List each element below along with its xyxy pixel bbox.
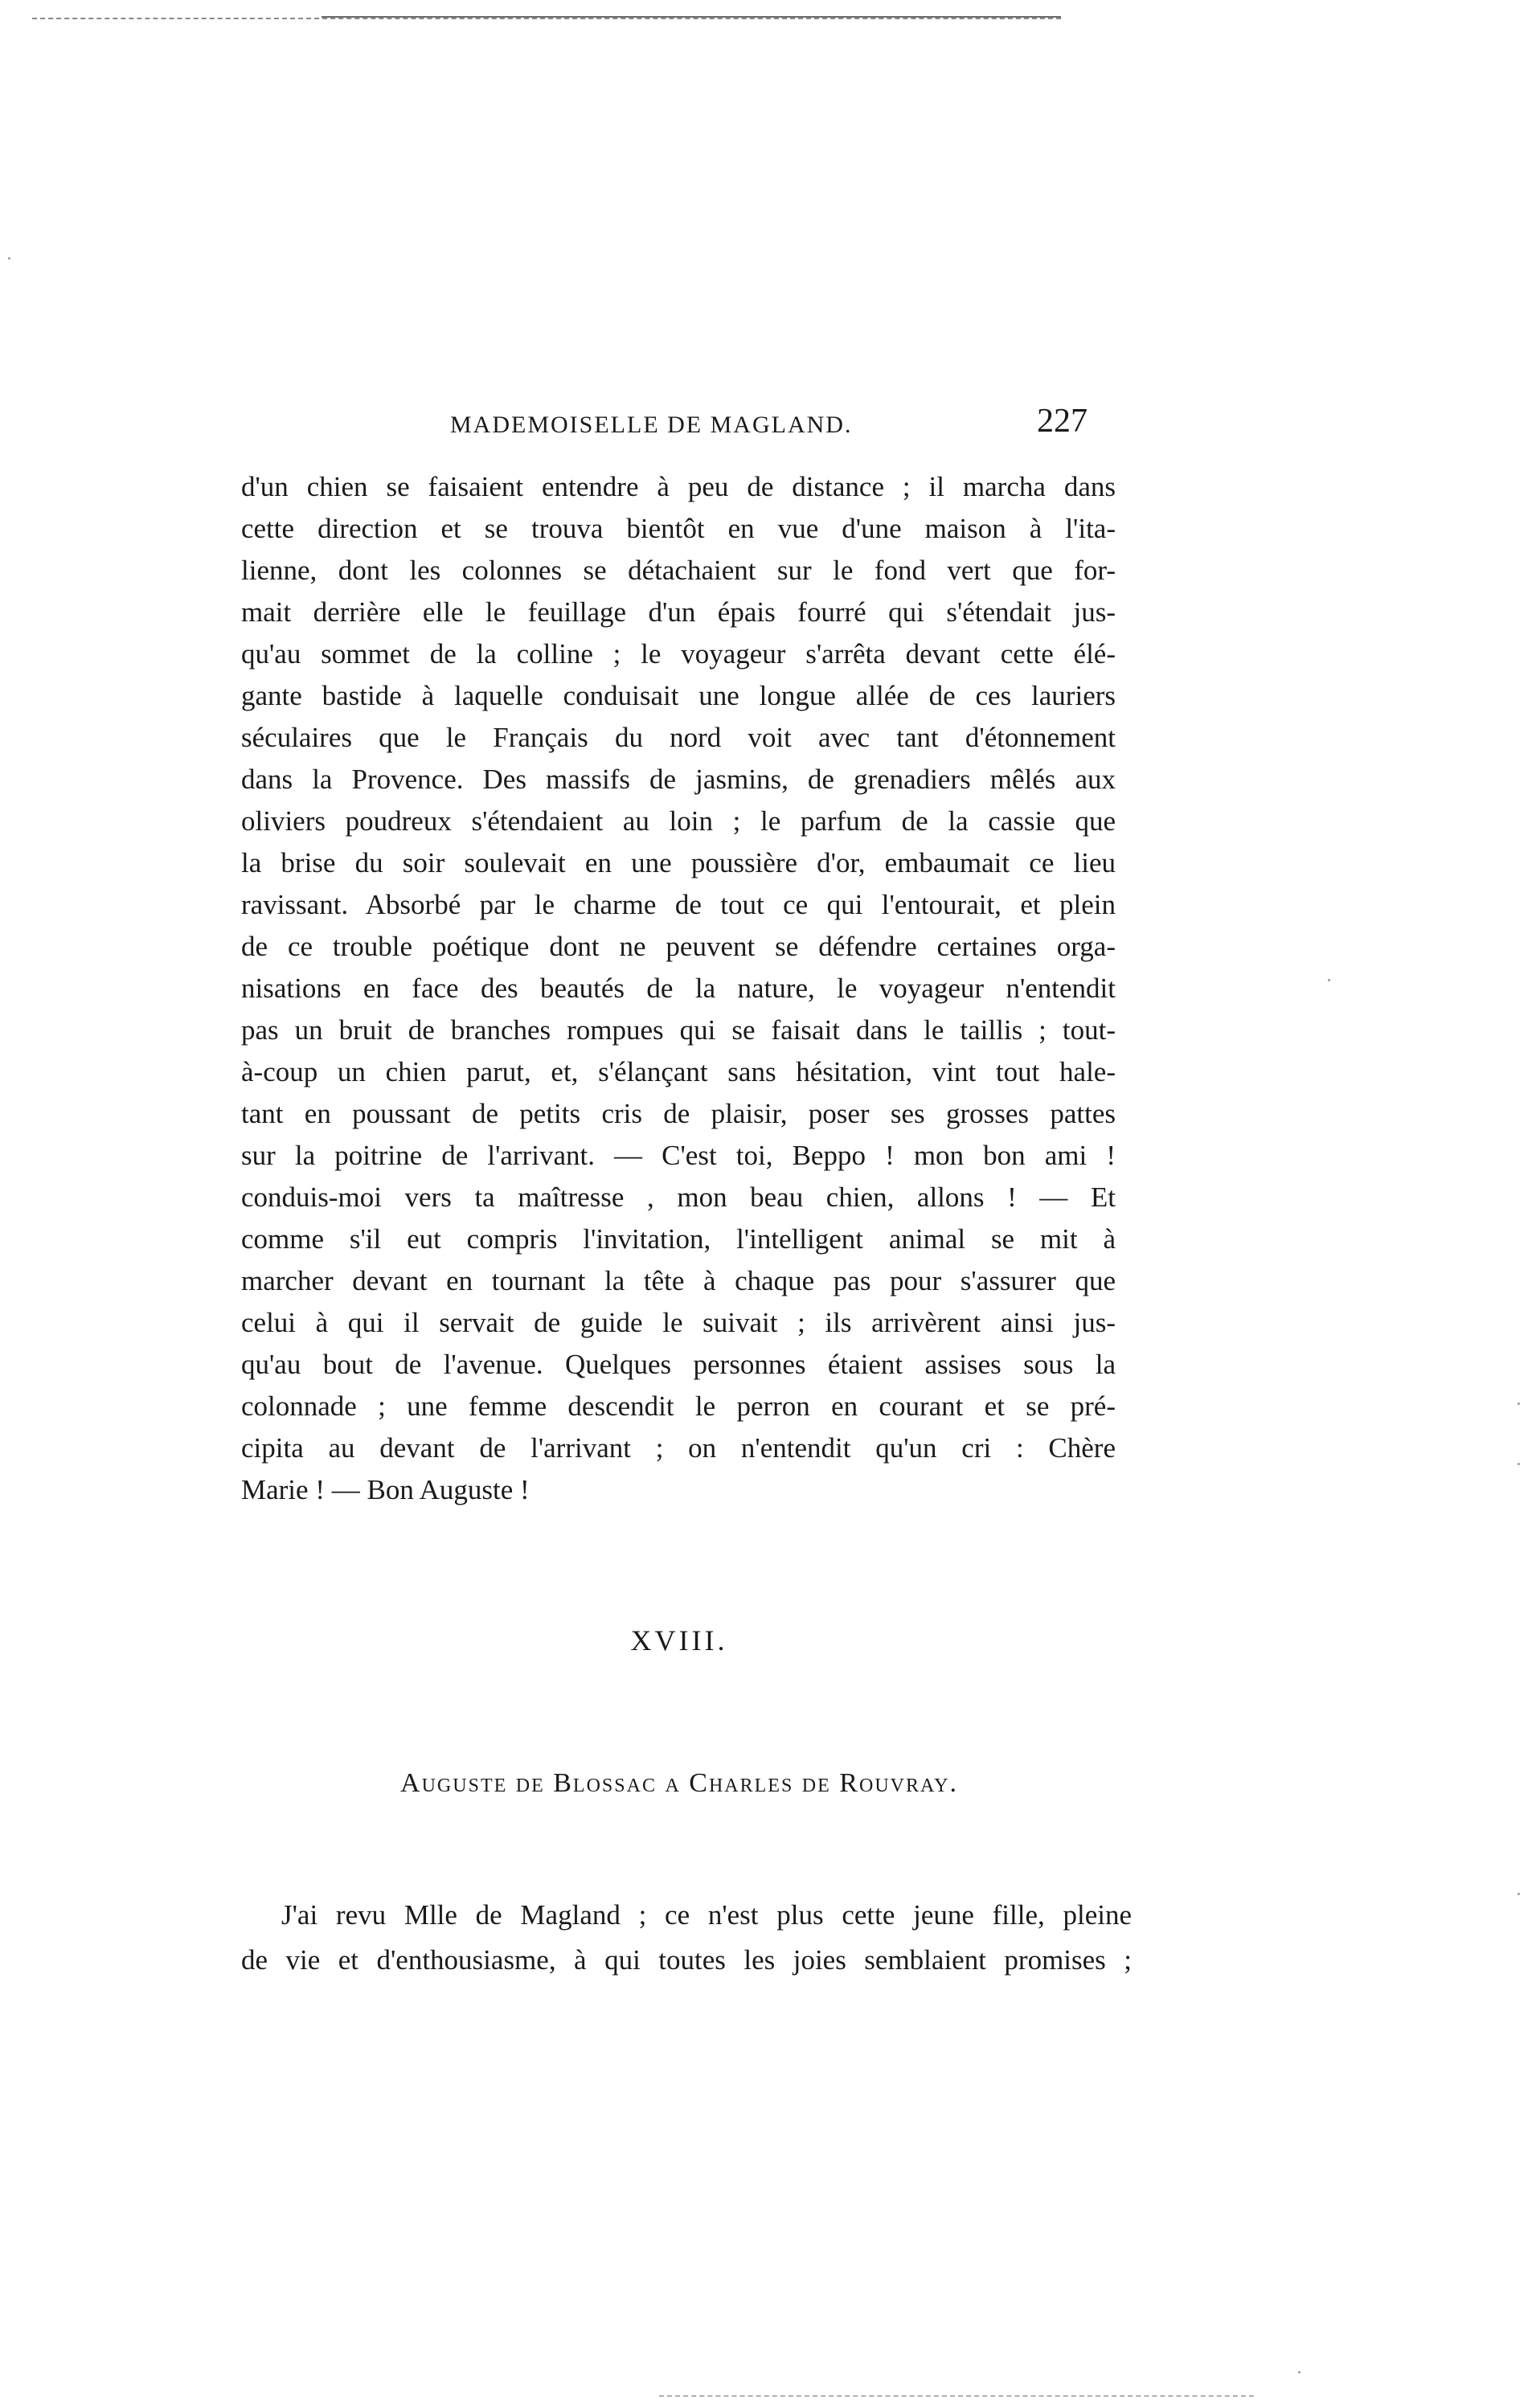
body-line: oliviers poudreux s'étendaient au loin ; le parfum de la cassie que: [241, 805, 1116, 837]
body-line: sur la poitrine de l'arrivant. — C'est toi, Beppo ! mon bon ami !: [241, 1140, 1116, 1171]
scan-speck: [1298, 2371, 1301, 2373]
page-number: 227: [1037, 403, 1088, 440]
body-line: celui à qui il servait de guide le suivait ; ils arrivèrent ainsi jus-: [241, 1307, 1116, 1338]
body-line: la brise du soir soulevait en une poussière d'or, embaumait ce lieu: [241, 847, 1116, 878]
body-line: marcher devant en tournant la tête à chaque pas pour s'assurer que: [241, 1265, 1116, 1296]
body-line: cipita au devant de l'arrivant ; on n'entendit qu'un cri : Chère: [241, 1432, 1116, 1464]
body-line: conduis-moi vers ta maîtresse , mon beau chien, allons ! — Et: [241, 1181, 1116, 1213]
scan-speck: [1518, 1463, 1520, 1465]
body-line: qu'au sommet de la colline ; le voyageur s'arrêta devant cette élé-: [241, 638, 1116, 670]
body-line: dans la Provence. Des massifs de jasmins, de grenadiers mêlés aux: [241, 764, 1116, 795]
letter-paragraph: [241, 1893, 1132, 1983]
bottom-scan-dashes: [659, 2395, 1254, 2397]
body-line: qu'au bout de l'avenue. Quelques personnes étaient assises sous la: [241, 1349, 1116, 1380]
scan-speck: [1328, 979, 1330, 981]
body-line: nisations en face des beautés de la nature, le voyageur n'entendit: [241, 973, 1116, 1004]
body-line: cette direction et se trouva bientôt en vue d'une maison à l'ita-: [241, 513, 1116, 544]
body-line: pas un bruit de branches rompues qui se faisait dans le taillis ; tout-: [241, 1014, 1116, 1046]
body-line: comme s'il eut compris l'invitation, l'intelligent animal se mit à: [241, 1223, 1116, 1255]
chapter-title: Auguste de Blossac a Charles de Rouvray.: [400, 1768, 958, 1798]
body-line: colonnade ; une femme descendit le perron en courant et se pré-: [241, 1390, 1116, 1422]
body-paragraph: [241, 466, 1116, 1511]
body-line: d'un chien se faisaient entendre à peu de distance ; il marcha dans: [241, 471, 1116, 502]
scan-speck: [8, 257, 10, 260]
running-head: MADEMOISELLE DE MAGLAND.: [450, 412, 853, 438]
scan-speck: [1518, 1403, 1520, 1405]
letter-line: J'ai revu Mlle de Magland ; ce n'est plus cette jeune fille, pleine: [281, 1899, 1132, 1931]
body-line: Marie ! — Bon Auguste !: [241, 1474, 530, 1505]
body-line: tant en poussant de petits cris de plaisir, poser ses grosses pattes: [241, 1098, 1116, 1129]
top-scan-dashes: [32, 18, 1061, 19]
body-line: séculaires que le Français du nord voit avec tant d'étonnement: [241, 722, 1116, 753]
body-line: ravissant. Absorbé par le charme de tout ce qui l'entourait, et plein: [241, 889, 1116, 920]
body-line: à-coup un chien parut, et, s'élançant sans hésitation, vint tout hale-: [241, 1056, 1116, 1087]
body-line: de ce trouble poétique dont ne peuvent se défendre certaines orga-: [241, 931, 1116, 962]
body-line: gante bastide à laquelle conduisait une longue allée de ces lauriers: [241, 680, 1116, 711]
body-line: lienne, dont les colonnes se détachaient sur le fond vert que for-: [241, 555, 1116, 586]
scan-speck: [1518, 1893, 1520, 1895]
body-line: mait derrière elle le feuillage d'un épais fourré qui s'étendait jus-: [241, 596, 1116, 628]
letter-line: de vie et d'enthousiasme, à qui toutes les joies semblaient promises ;: [241, 1944, 1132, 1976]
chapter-number: XVIII.: [630, 1624, 728, 1657]
